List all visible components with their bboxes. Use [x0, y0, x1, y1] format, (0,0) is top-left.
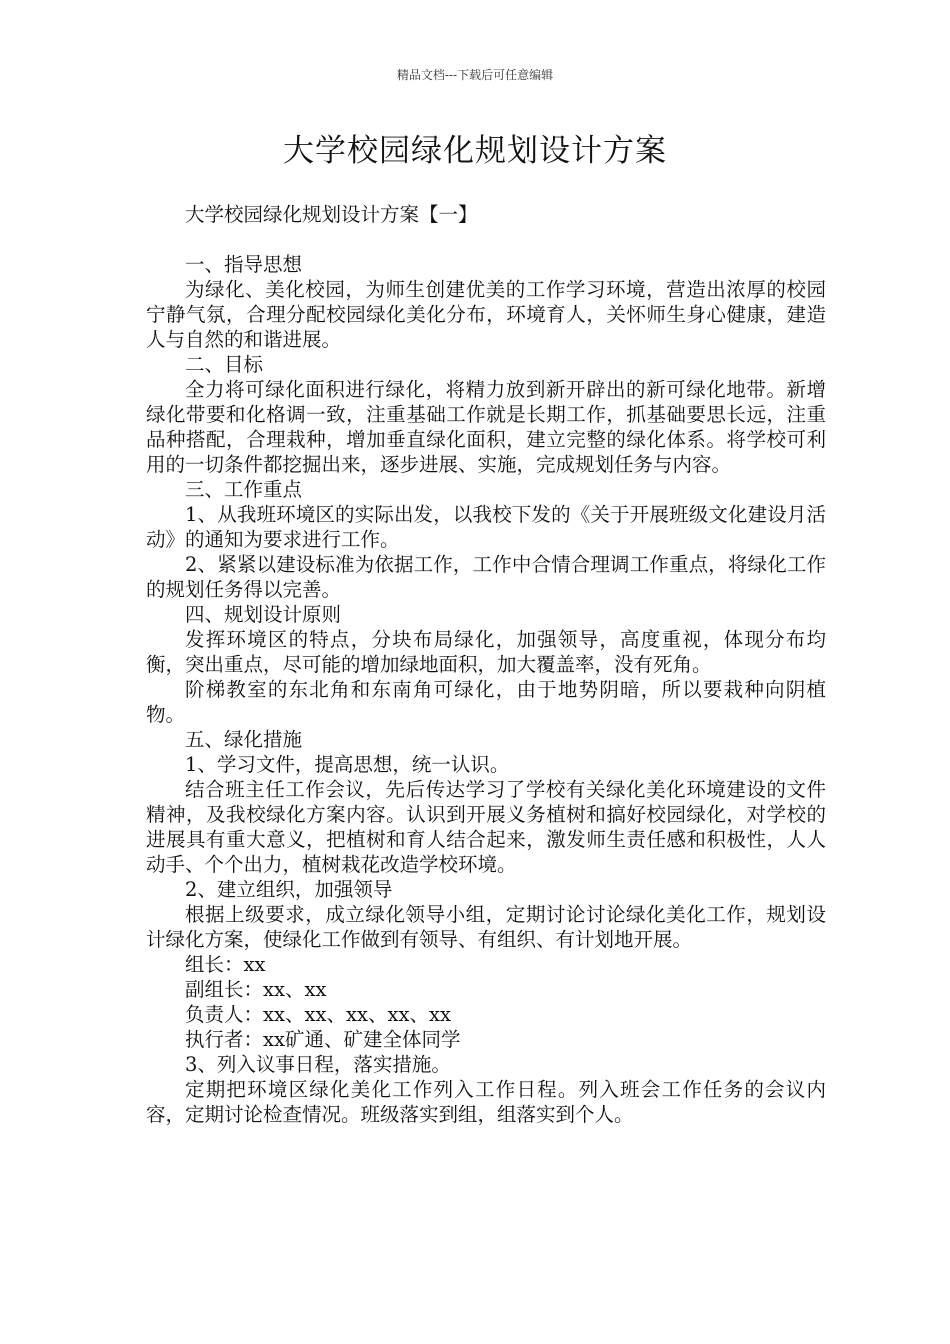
document-title: 大学校园绿化规划设计方案 [283, 133, 667, 169]
section-heading-design-principles: 四、规划设计原则 [185, 603, 342, 626]
paragraph: 结合班主任工作会议，先后传达学习了学校有关绿化美化环境建设的文件精神，及我校绿化方案内容。认识到开展义务植树和搞好校园绿化，对学校的进展具有重大意义，把植树和育人结合起来，激发师生责任感和积极性，人人动手、个个出力，植树栽花改造学校环境。 [146, 778, 826, 876]
section-heading-goals: 二、目标 [185, 353, 264, 376]
paragraph: 1、学习文件，提高思想，统一认识。 [185, 753, 510, 776]
document-subtitle: 大学校园绿化规划设计方案【一】 [185, 203, 478, 226]
section-heading-guiding-ideology: 一、指导思想 [185, 253, 303, 276]
executors-line: 执行者：xx矿通、矿建全体同学 [185, 1028, 461, 1051]
paragraph: 定期把环境区绿化美化工作列入工作日程。列入班会工作任务的会议内容，定期讨论检查情况。班级落实到组，组落实到个人。 [146, 1078, 826, 1126]
section-heading-greening-measures: 五、绿化措施 [185, 728, 303, 751]
paragraph: 2、建立组织，加强领导 [185, 878, 393, 901]
paragraph: 发挥环境区的特点，分块布局绿化，加强领导，高度重视，体现分布均衡，突出重点，尽可能的增加绿地面积，加大覆盖率，没有死角。 [146, 628, 826, 676]
paragraph: 1、从我班环境区的实际出发，以我校下发的《关于开展班级文化建设月活动》的通知为要求进行工作。 [146, 503, 826, 551]
paragraph: 根据上级要求，成立绿化领导小组，定期讨论讨论绿化美化工作，规划设计绿化方案，使绿化工作做到有领导、有组织、有计划地开展。 [146, 903, 826, 951]
paragraph: 阶梯教室的东北角和东南角可绿化，由于地势阴暗，所以要栽种向阴植物。 [146, 678, 826, 726]
paragraph: 3、列入议事日程，落实措施。 [185, 1053, 451, 1076]
responsible-persons-line: 负责人：xx、xx、xx、xx、xx [185, 1003, 451, 1026]
deputy-leader-line: 副组长：xx、xx [185, 978, 327, 1001]
paragraph: 为绿化、美化校园，为师生创建优美的工作学习环境，营造出浓厚的校园宁静气氛，合理分配校园绿化美化分布，环境育人，关怀师生身心健康，建造人与自然的和谐进展。 [146, 278, 826, 351]
document-body [146, 202, 826, 1127]
paragraph: 全力将可绿化面积进行绿化，将精力放到新开辟出的新可绿化地带。新增绿化带要和化格调一致，注重基础工作就是长期工作，抓基础要思长远，注重品种搭配，合理栽种，增加垂直绿化面积，建立完整的绿化体系。将学校可利用的一切条件都挖掘出来，逐步进展、实施，完成规划任务与内容。 [146, 378, 826, 476]
page-header: 精品文档---下载后可任意编辑 [396, 68, 554, 82]
paragraph: 2、紧紧以建设标准为依据工作，工作中合情合理调工作重点，将绿化工作的规划任务得以完善。 [146, 553, 826, 601]
team-leader-line: 组长：xx [185, 953, 266, 976]
section-heading-work-focus: 三、工作重点 [185, 478, 303, 501]
